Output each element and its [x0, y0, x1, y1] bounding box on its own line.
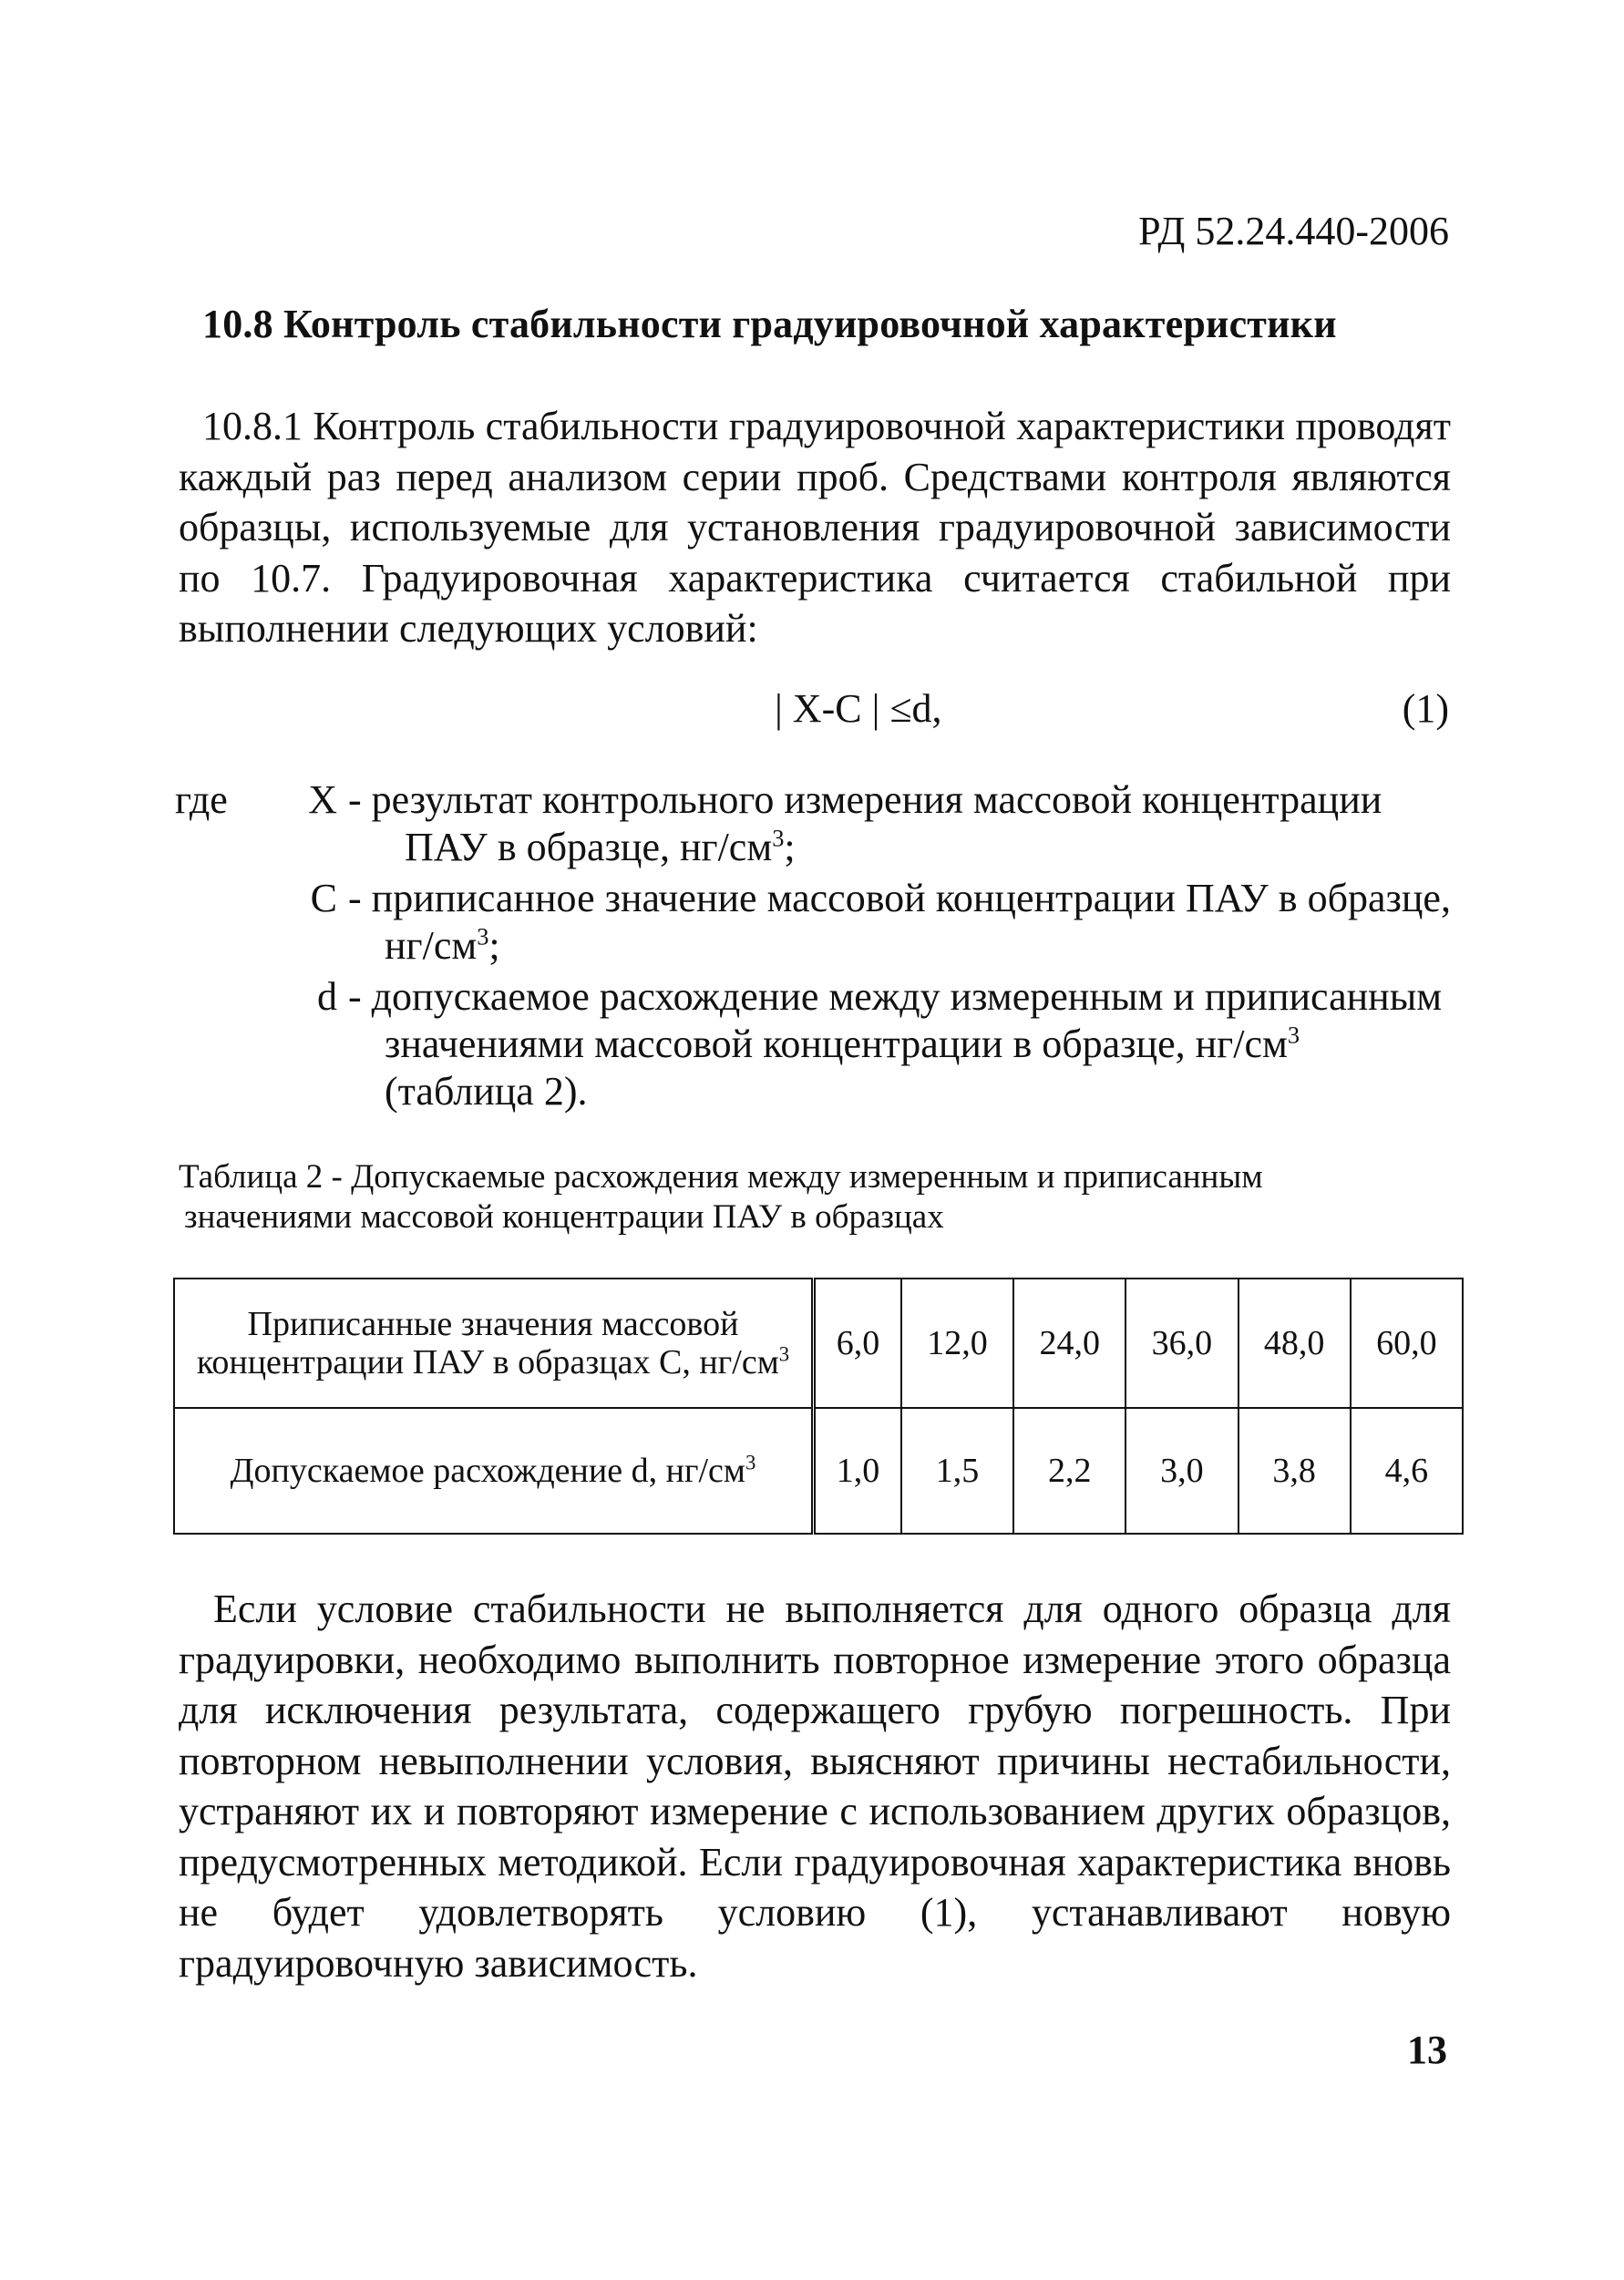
row-header-tolerance: Допускаемое расхождение d, $нг/см^3$ [174, 1408, 814, 1534]
definition-text: - допускаемое расхождение между измеренным и приписанным [348, 974, 1443, 1019]
definition-symbol: d [317, 974, 337, 1019]
definition-x: где X - результат контрольного измерения массовой концентрации ПАУ в образце, $нг/см^3$; [175, 777, 1382, 869]
definitions-lead: где [175, 777, 228, 822]
table-cell: 6,0 [814, 1279, 901, 1408]
definition-text: - результат контрольного измерения массовой концентрации [348, 777, 1382, 822]
section-title: 10.8 Контроль стабильности градуировочной характеристики [202, 302, 1337, 346]
table-cell: 12,0 [901, 1279, 1013, 1408]
definition-d [175, 973, 1469, 1115]
row-header-assigned-values: Приписанные значения массовой концентрации ПАУ в образцах С, $нг/см^3$ [174, 1279, 814, 1408]
superscript: 3 [1287, 1021, 1300, 1049]
table-cell: 1,0 [814, 1408, 901, 1534]
paragraph-10-8-1: 10.8.1 Контроль стабильности градуировочной характеристики проводят каждый раз перед анализом серии проб. Средствами контроля являются образцы, используемые для установления градуировочной зависимости по 10.7. Градуировочная характеристика считается стабильной при выполнении следующих условий: [179, 404, 1451, 651]
document-code: РД 52.24.440-2006 [1138, 209, 1449, 253]
table-cell: 1,5 [901, 1408, 1013, 1534]
table-cell: 4,6 [1351, 1408, 1463, 1534]
table-cell: 36,0 [1125, 1279, 1238, 1408]
definition-text-cont: ПАУ в образце, нг/см [405, 825, 773, 869]
definition-symbol: X [308, 777, 337, 822]
formula-expression: | X-C | ≤d, [775, 686, 942, 731]
table-row [174, 1408, 1463, 1534]
table-caption-line-1: Таблица 2 - Допускаемые расхождения между измеренным и приписанным [179, 1158, 1263, 1196]
definition-c: C - приписанное значение массовой концентрации ПАУ в образце, $нг/см^3$; [175, 875, 1469, 970]
variable-definitions [175, 776, 1469, 1119]
table-cell: 3,0 [1125, 1408, 1238, 1534]
table-cell: 48,0 [1239, 1279, 1351, 1408]
table-cell: 3,8 [1239, 1408, 1351, 1534]
definition-symbol: C [310, 876, 337, 920]
table-row [174, 1279, 1463, 1408]
superscript: 3 [477, 922, 489, 950]
definition-text-cont: нг/см [385, 923, 478, 968]
table-cell: 24,0 [1013, 1279, 1125, 1408]
table-caption-line-2: значениями массовой концентрации ПАУ в образцах [184, 1198, 944, 1236]
superscript: 3 [772, 824, 785, 852]
table-caption [179, 1157, 1454, 1238]
definition-text-cont: значениями массовой концентрации в образце, нг/см [385, 1022, 1288, 1066]
definition-text: - приписанное значение массовой концентрации ПАУ в образце, [348, 876, 1451, 920]
tolerance-table [173, 1278, 1464, 1535]
table-cell: 60,0 [1351, 1279, 1463, 1408]
page-number: 13 [1407, 2028, 1447, 2072]
definition-table-ref: (таблица 2). [385, 1069, 588, 1114]
paragraph-instability: Если условие стабильности не выполняется для одного образца для градуировки, необходимо выполнить повторное измерение этого образца для исключения результата, содержащего грубую погрешность. При повторном невыполнении условия, выясняют причины нестабильности, устраняют их и повторяют измерение с использованием других образцов, предусмотренных методикой. Если градуировочная характеристика вновь не будет удовлетворять условию (1), устанавливают новую градуировочную зависимость. [179, 1587, 1451, 1986]
table-cell: 2,2 [1013, 1408, 1125, 1534]
formula-number: (1) [1402, 686, 1449, 731]
